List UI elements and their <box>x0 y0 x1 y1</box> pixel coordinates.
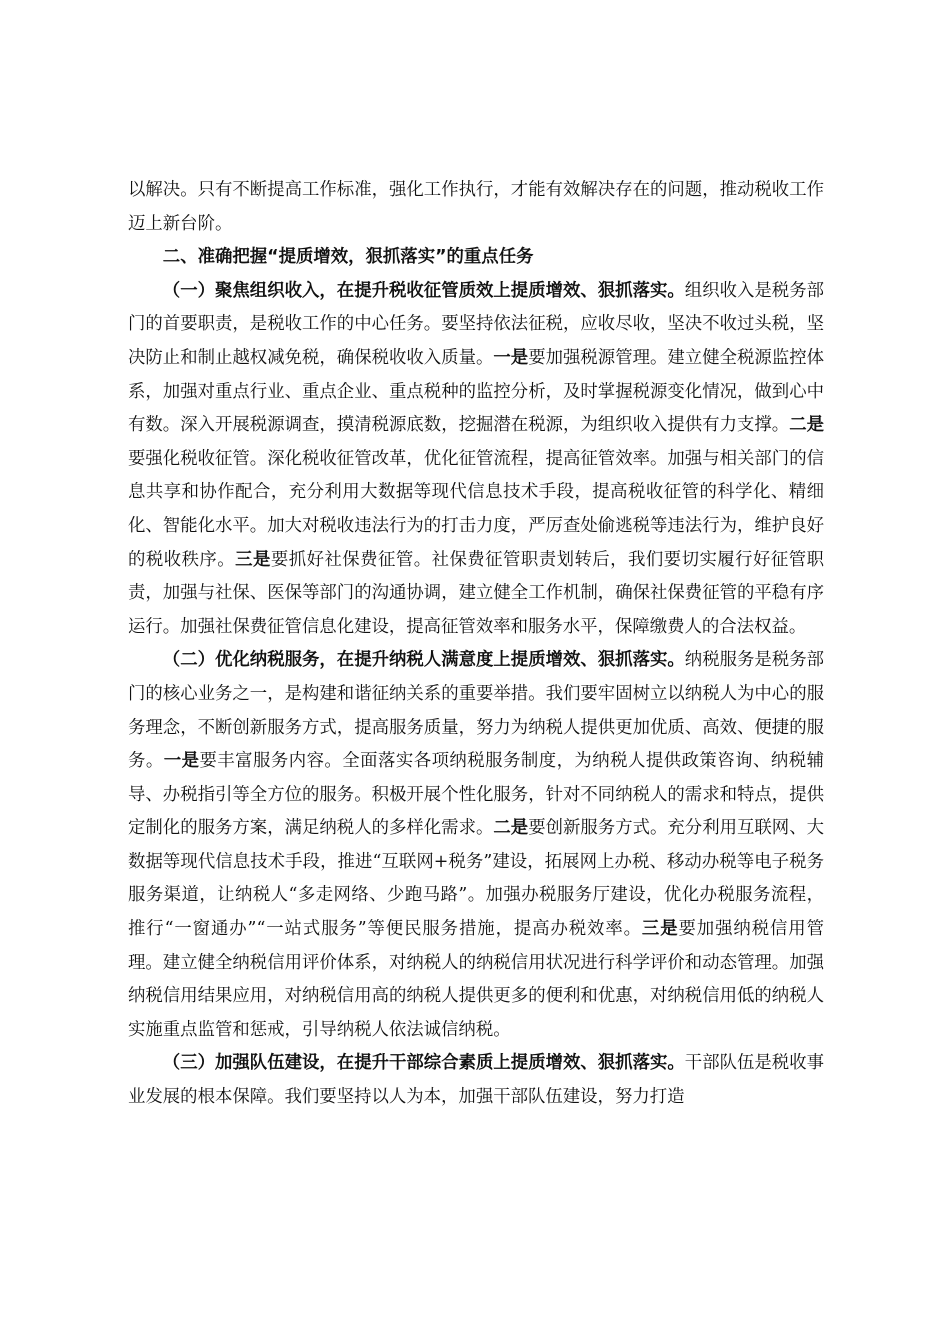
emphasis-marker: 一是 <box>163 751 200 772</box>
text-run: 组织收入是税务部门的首要职责，是税收工作的中心任务。要坚持依法征税，应收尽收，坚决不收过头税，坚决防止和制止越权减免税，确保税收收入质量。 <box>128 280 824 368</box>
text-run: 要抓好社保费征管。社保费征管职责划转后，我们要切实履行好征管职责，加强与社保、医保等部门的沟通协调，建立健全工作机制，确保社保费征管的平稳有序运行。加强社保费征管信息化建设，提高征管效率和服务水平，保障缴费人的合法权益。 <box>128 549 824 637</box>
emphasis-marker: 二是 <box>789 415 824 436</box>
emphasis-marker: 一是 <box>493 347 529 368</box>
emphasis-marker: 三是 <box>235 549 271 570</box>
subsection-title: （一）聚焦组织收入，在提升税收征管质效上提质增效、狠抓落实。 <box>162 280 685 301</box>
text-run: 要丰富服务内容。全面落实各项纳税服务制度，为纳税人提供政策咨询、纳税辅导、办税指引等全方位的服务。积极开展个性化服务，针对不同纳税人的需求和特点，提供定制化的服务方案，满足纳税人的多样化需求。 <box>128 751 824 839</box>
text-run: 要创新服务方式。充分利用互联网、大数据等现代信息技术手段，推进“互联网+税务”建设，拓展网上办税、移动办税等电子税务服务渠道，让纳税人“多走网络、少跑马路”。加强办税服务厅建设，优化办税服务流程，推行“一窗通办”“一站式服务”等便民服务措施，提高办税效率。 <box>128 818 824 940</box>
subsection-title: （三）加强队伍建设，在提升干部综合素质上提质增效、狠抓落实。 <box>162 1053 685 1074</box>
text-run: 纳税服务是税务部门的核心业务之一，是构建和谐征纳关系的重要举措。我们要牢固树立以纳税人为中心的服务理念，不断创新服务方式，提高服务质量，努力为纳税人提供更加优质、高效、便捷的服务。 <box>128 650 824 772</box>
subsection-title: （二）优化纳税服务，在提升纳税人满意度上提质增效、狠抓落实。 <box>162 650 685 671</box>
text-run: 以解决。只有不断提高工作标准，强化工作执行，才能有效解决存在的问题，推动税收工作迈上新台阶。 <box>128 180 824 234</box>
paragraph-4 <box>128 1047 824 1114</box>
paragraph-3 <box>128 644 824 1047</box>
section-heading <box>128 241 824 275</box>
document-page <box>128 174 824 1115</box>
text-run: 要强化税收征管。深化税收征管改革，优化征管流程，提高征管效率。加强与相关部门的信息共享和协作配合，充分利用大数据等现代信息技术手段，提高税收征管的科学化、精细化、智能化水平。加大对税收违法行为的打击力度，严厉查处偷逃税等违法行为，维护良好的税收秩序。 <box>128 448 824 570</box>
paragraph-2 <box>128 275 824 645</box>
emphasis-marker: 三是 <box>641 919 679 940</box>
paragraph-0 <box>128 174 824 241</box>
text-run: 干部队伍是税收事业发展的根本保障。我们要坚持以人为本，加强干部队伍建设，努力打造 <box>128 1053 824 1108</box>
emphasis-marker: 二是 <box>493 818 529 839</box>
text-run: 要加强税源管理。建立健全税源监控体系，加强对重点行业、重点企业、重点税种的监控分析，及时掌握税源变化情况，做到心中有数。深入开展税源调查，摸清税源底数，挖掘潜在税源，为组织收入提供有力支撑。 <box>128 347 824 436</box>
text-run: 要加强纳税信用管理。建立健全纳税信用评价体系，对纳税人的纳税信用状况进行科学评价和动态管理。加强纳税信用结果应用，对纳税信用高的纳税人提供更多的便利和优惠，对纳税信用低的纳税人实施重点监管和惩戒，引导纳税人依法诚信纳税。 <box>128 919 824 1040</box>
heading-text: 二、准确把握“提质增效，狠抓落实”的重点任务 <box>162 247 534 268</box>
